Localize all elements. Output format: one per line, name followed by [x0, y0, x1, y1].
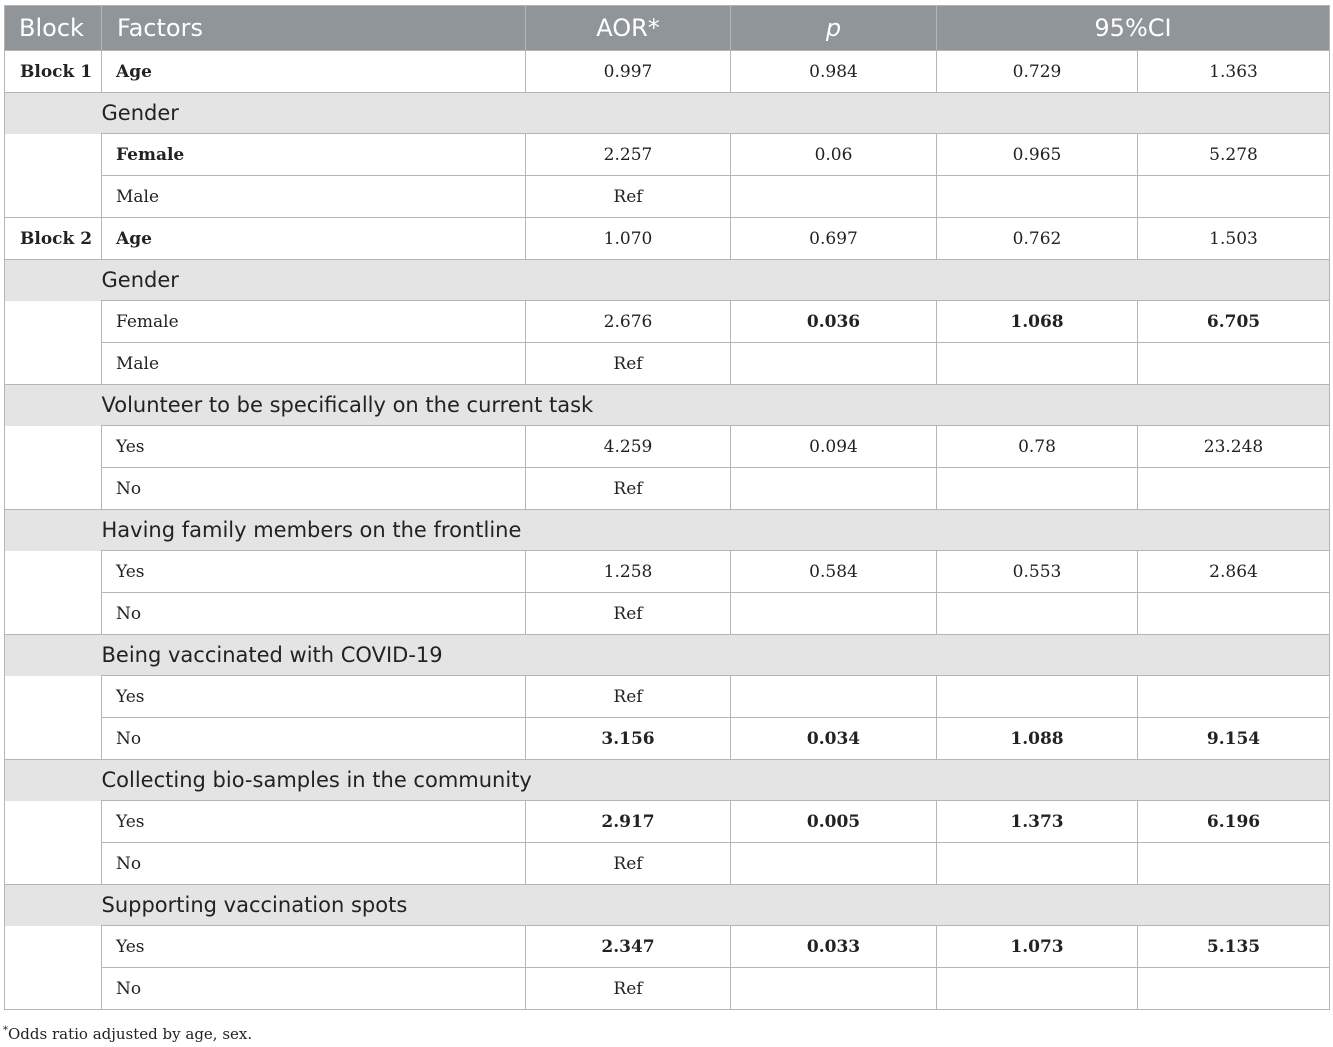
ci-lower-cell: 0.729	[937, 51, 1138, 93]
factor-cell: Yes	[102, 801, 526, 843]
block-cell	[5, 176, 102, 218]
aor-cell: Ref	[526, 468, 731, 510]
aor-cell: 1.258	[526, 551, 731, 593]
aor-cell: Ref	[526, 593, 731, 635]
block-cell	[5, 968, 102, 1010]
ci-lower-cell: 0.78	[937, 426, 1138, 468]
p-value-cell	[731, 176, 937, 218]
aor-cell: 2.676	[526, 301, 731, 343]
p-value-cell	[731, 593, 937, 635]
ci-upper-cell: 9.154	[1138, 718, 1330, 760]
aor-cell: 2.257	[526, 134, 731, 176]
table-row	[5, 926, 1330, 968]
group-label: Gender	[102, 260, 1330, 301]
factor-cell: Yes	[102, 676, 526, 718]
factor-cell: Female	[102, 134, 526, 176]
p-value-cell	[731, 968, 937, 1010]
factor-cell: No	[102, 718, 526, 760]
ci-lower-cell	[937, 843, 1138, 885]
ci-upper-cell	[1138, 176, 1330, 218]
aor-cell: Ref	[526, 176, 731, 218]
table-row	[5, 218, 1330, 260]
block-cell	[5, 926, 102, 968]
ci-lower-cell	[937, 676, 1138, 718]
ci-upper-cell: 2.864	[1138, 551, 1330, 593]
ci-upper-cell	[1138, 676, 1330, 718]
ci-upper-cell: 5.278	[1138, 134, 1330, 176]
block-cell	[5, 426, 102, 468]
factor-cell: Male	[102, 176, 526, 218]
ci-upper-cell: 6.196	[1138, 801, 1330, 843]
ci-lower-cell: 0.553	[937, 551, 1138, 593]
block-cell	[5, 301, 102, 343]
ci-upper-cell	[1138, 593, 1330, 635]
group-label: Having family members on the frontline	[102, 510, 1330, 551]
group-label: Being vaccinated with COVID-19	[102, 635, 1330, 676]
ci-upper-cell	[1138, 468, 1330, 510]
table-header-row	[5, 6, 1330, 51]
ci-upper-cell: 6.705	[1138, 301, 1330, 343]
ci-lower-cell	[937, 176, 1138, 218]
block-cell	[5, 718, 102, 760]
block-cell	[5, 635, 102, 676]
block-cell	[5, 510, 102, 551]
table-row	[5, 968, 1330, 1010]
group-label: Collecting bio-samples in the community	[102, 760, 1330, 801]
factor-cell: No	[102, 593, 526, 635]
footnote-text: Odds ratio adjusted by age, sex.	[8, 1025, 253, 1043]
p-value-cell: 0.06	[731, 134, 937, 176]
aor-cell: 3.156	[526, 718, 731, 760]
p-value-cell: 0.005	[731, 801, 937, 843]
ci-upper-cell: 1.503	[1138, 218, 1330, 260]
p-value-cell	[731, 468, 937, 510]
group-header-row	[5, 260, 1330, 301]
aor-cell: Ref	[526, 676, 731, 718]
block-cell	[5, 468, 102, 510]
block-cell	[5, 551, 102, 593]
p-value-cell	[731, 343, 937, 385]
p-value-cell: 0.697	[731, 218, 937, 260]
aor-cell: Ref	[526, 343, 731, 385]
table-row	[5, 676, 1330, 718]
block-cell	[5, 93, 102, 134]
table-row	[5, 468, 1330, 510]
aor-cell: 4.259	[526, 426, 731, 468]
group-header-row	[5, 385, 1330, 426]
group-header-row	[5, 760, 1330, 801]
table-row	[5, 51, 1330, 93]
ci-lower-cell: 0.762	[937, 218, 1138, 260]
p-value-cell: 0.036	[731, 301, 937, 343]
block-cell	[5, 885, 102, 926]
group-header-row	[5, 93, 1330, 134]
block-cell	[5, 260, 102, 301]
group-header-row	[5, 885, 1330, 926]
group-header-row	[5, 635, 1330, 676]
factor-cell: Yes	[102, 426, 526, 468]
ci-upper-cell	[1138, 968, 1330, 1010]
header-p: p	[731, 6, 937, 51]
table-row	[5, 176, 1330, 218]
group-label: Volunteer to be specifically on the current task	[102, 385, 1330, 426]
table-row	[5, 301, 1330, 343]
ci-upper-cell	[1138, 843, 1330, 885]
table-container	[4, 5, 1329, 1010]
block-cell	[5, 593, 102, 635]
factor-cell: No	[102, 843, 526, 885]
aor-cell: 2.917	[526, 801, 731, 843]
block-cell	[5, 343, 102, 385]
table-row	[5, 718, 1330, 760]
p-value-cell	[731, 676, 937, 718]
aor-cell: Ref	[526, 968, 731, 1010]
block-cell	[5, 385, 102, 426]
factor-cell: Male	[102, 343, 526, 385]
ci-lower-cell: 1.088	[937, 718, 1138, 760]
factor-cell: Age	[102, 51, 526, 93]
block-cell	[5, 760, 102, 801]
factor-cell: Yes	[102, 551, 526, 593]
footnote	[3, 1025, 252, 1043]
table-body	[5, 51, 1330, 1010]
block-cell	[5, 134, 102, 176]
header-aor: AOR*	[526, 6, 731, 51]
header-factors: Factors	[102, 6, 526, 51]
aor-cell: 1.070	[526, 218, 731, 260]
table-row	[5, 593, 1330, 635]
aor-cell: Ref	[526, 843, 731, 885]
table-row	[5, 134, 1330, 176]
block-cell	[5, 676, 102, 718]
p-value-cell: 0.034	[731, 718, 937, 760]
table-row	[5, 801, 1330, 843]
table-row	[5, 426, 1330, 468]
group-label: Gender	[102, 93, 1330, 134]
group-label: Supporting vaccination spots	[102, 885, 1330, 926]
ci-upper-cell: 23.248	[1138, 426, 1330, 468]
table-row	[5, 551, 1330, 593]
ci-lower-cell: 1.373	[937, 801, 1138, 843]
factor-cell: Female	[102, 301, 526, 343]
ci-lower-cell	[937, 468, 1138, 510]
aor-cell: 2.347	[526, 926, 731, 968]
p-value-cell: 0.584	[731, 551, 937, 593]
block-cell: Block 1	[5, 51, 102, 93]
aor-cell: 0.997	[526, 51, 731, 93]
ci-lower-cell	[937, 968, 1138, 1010]
block-cell	[5, 843, 102, 885]
factor-cell: Yes	[102, 926, 526, 968]
ci-lower-cell: 0.965	[937, 134, 1138, 176]
p-value-cell: 0.033	[731, 926, 937, 968]
ci-lower-cell: 1.068	[937, 301, 1138, 343]
ci-lower-cell	[937, 593, 1138, 635]
ci-lower-cell: 1.073	[937, 926, 1138, 968]
p-value-cell	[731, 843, 937, 885]
footnote-mark: *	[3, 1025, 8, 1036]
block-cell: Block 2	[5, 218, 102, 260]
block-cell	[5, 801, 102, 843]
p-value-cell: 0.984	[731, 51, 937, 93]
ci-lower-cell	[937, 343, 1138, 385]
ci-upper-cell	[1138, 343, 1330, 385]
header-block: Block	[5, 6, 102, 51]
header-ci: 95%CI	[937, 6, 1330, 51]
ci-upper-cell: 5.135	[1138, 926, 1330, 968]
group-header-row	[5, 510, 1330, 551]
table-row	[5, 843, 1330, 885]
factor-cell: No	[102, 468, 526, 510]
ci-upper-cell: 1.363	[1138, 51, 1330, 93]
table-row	[5, 343, 1330, 385]
p-value-cell: 0.094	[731, 426, 937, 468]
factor-cell: Age	[102, 218, 526, 260]
regression-table	[4, 5, 1330, 1010]
factor-cell: No	[102, 968, 526, 1010]
